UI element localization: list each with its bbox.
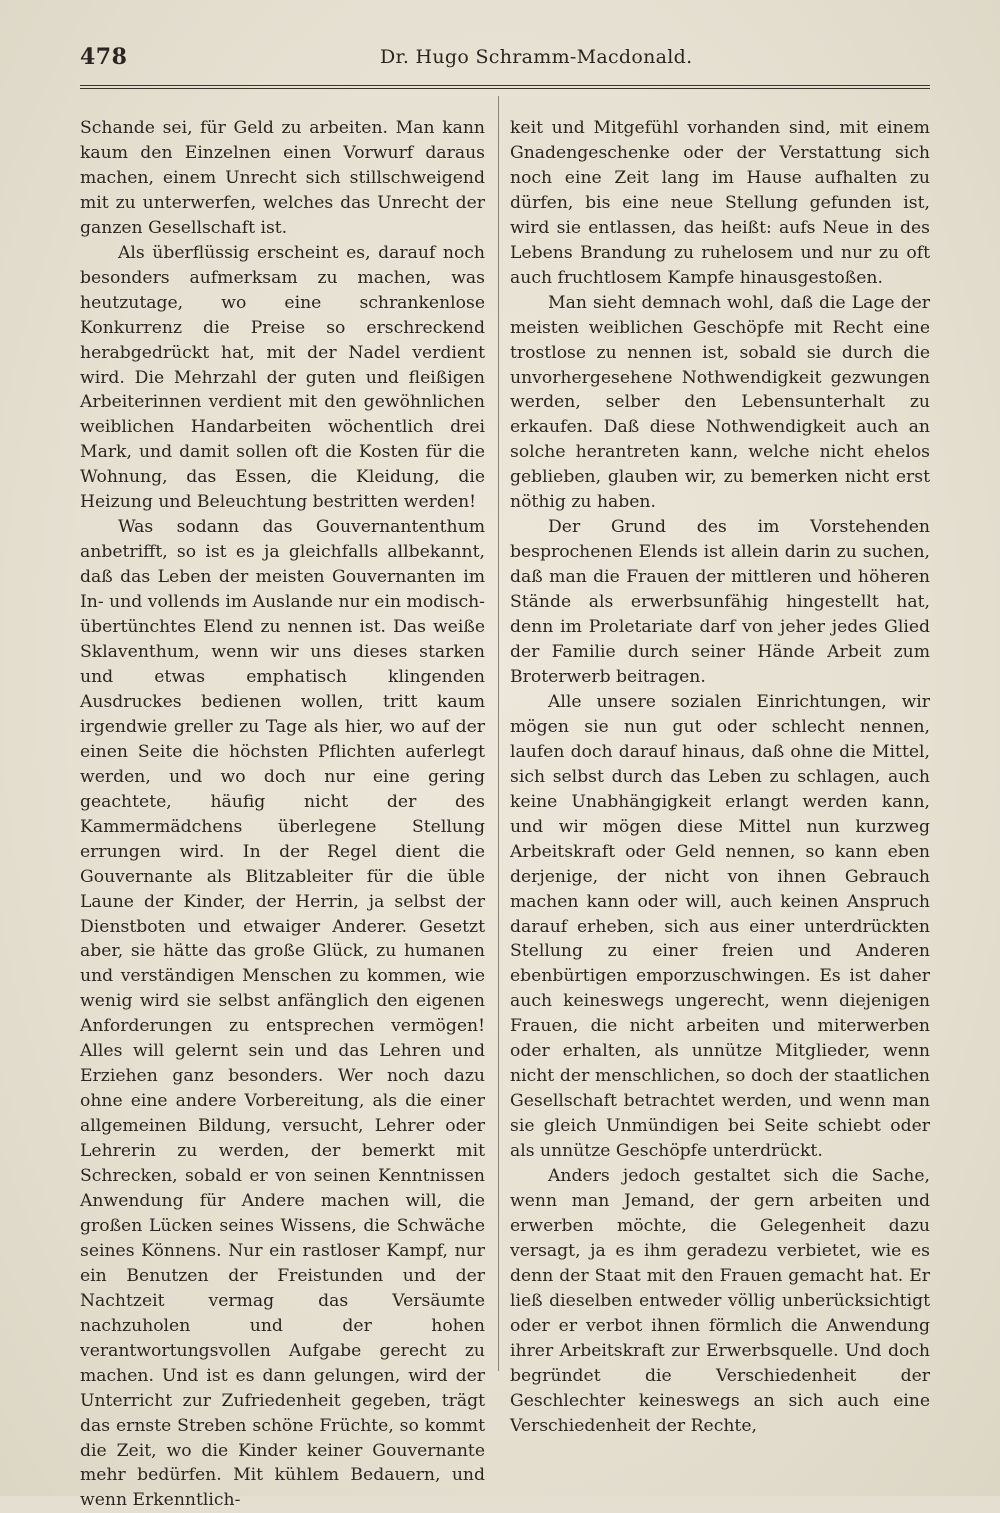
paragraph: Schande sei, für Geld zu arbeiten. Man kann kaum den Einzelnen einen Vorwurf daraus machen, einem Unrecht sich stillschweigend mit zu unterwerfen, welches das Unrecht der ganzen Gesellschaft ist.	[80, 118, 485, 238]
paragraph: keit und Mitgefühl vorhanden sind, mit einem Gnadengeschenke oder der Verstattung sich noch eine Zeit lang im Hause aufhalten zu dürfen, bis eine neue Stellung gefunden ist, wird sie entlassen, das heißt: aufs Neue in des Lebens Brandung zu ruhelosem und nur zu oft auch fruchtlosem Kampfe hinausgestoßen.	[510, 118, 930, 288]
paragraph: Als überflüssig erscheint es, darauf noch besonders aufmerksam zu machen, was heutzutage, wo eine schrankenlose Konkurrenz die Preise so erschreckend herabgedrückt hat, mit der Nadel verdient wird. Die Mehrzahl der guten und fleißigen Arbeiterinnen verdient mit den gewöhnlichen weiblichen Handarbeiten wöchentlich drei Mark, und damit sollen oft die Kosten für die Wohnung, das Essen, die Kleidung, die Heizung und Beleuchtung bestritten werden!	[80, 242, 485, 513]
paragraph: Man sieht demnach wohl, daß die Lage der meisten weiblichen Geschöpfe mit Recht eine trostlose zu nennen ist, sobald sie durch die unvorhergesehene Nothwendigkeit gezwungen werden, selber den Lebensunterhalt zu erkaufen. Daß diese Nothwendigkeit auch an solche herantreten kann, welche nicht ehelos geblieben, glauben wir, zu bemerken nicht erst nöthig zu haben.	[510, 292, 930, 513]
page-number: 478	[80, 44, 128, 70]
page-header	[80, 44, 930, 74]
paragraph: Anders jedoch gestaltet sich die Sache, wenn man Jemand, der gern arbeiten und erwerben möchte, die Gelegenheit dazu versagt, ja es ihm geradezu verbietet, wie es denn der Staat mit den Frauen gemacht hat. Er ließ dieselben entweder völlig unberücksichtigt oder er verbot ihnen förmlich die Anwendung ihrer Arbeitskraft zur Erwerbsquelle. Und doch begründet die Verschiedenheit der Geschlechter keineswegs an sich auch eine Verschiedenheit der Rechte,	[510, 1166, 930, 1436]
left-column	[80, 116, 485, 1513]
paragraph: Was sodann das Gouvernantenthum anbetrifft, so ist es ja gleichfalls allbekannt, daß das Leben der meisten Gouvernanten im In- und vollends im Auslande nur ein modisch-übertünchtes Elend zu nennen ist. Das weiße Sklaventhum, wenn wir uns dieses starken und etwas emphatisch klingenden Ausdruckes bedienen wollen, tritt kaum irgendwie greller zu Tage als hier, wo auf der einen Seite die höchsten Pflichten auferlegt werden, und wo doch nur eine gering geachtete, häufig nicht der des Kammermädchens überlegene Stellung errungen wird. In der Regel dient die Gouvernante als Blitzableiter für die üble Laune der Kinder, der Herrin, ja selbst der Dienstboten und etwaiger Anderer. Gesetzt aber, sie hätte das große Glück, zu humanen und verständigen Menschen zu kommen, wie wenig wird sie selbst anfänglich den eigenen Anforderungen zu entsprechen vermögen! Alles will gelernt sein und das Lehren und Erziehen ganz besonders. Wer noch dazu ohne eine andere Vorbereitung, als die einer allgemeinen Bildung, versucht, Lehrer oder Lehrerin zu werden, der bemerkt mit Schrecken, sobald er von seinen Kenntnissen Anwendung für Andere machen will, die großen Lücken seines Wissens, die Schwäche seines Könnens. Nur ein rastloser Kampf, nur ein Benutzen der Freistunden und der Nachtzeit vermag das Versäumte nachzuholen und der hohen verantwortungsvollen Aufgabe gerecht zu machen. Und ist es dann gelungen, wird der Unterricht zur Zufriedenheit gegeben, trägt das ernste Streben schöne Früchte, so kommt die Zeit, wo die Kinder keiner Gouvernante mehr bedürfen. Mit kühlem Bedauern, und wenn Erkenntlich-	[80, 517, 485, 1511]
right-column	[510, 116, 930, 1439]
header-rule	[80, 85, 930, 89]
paragraph: Der Grund des im Vorstehenden besprochenen Elends ist allein darin zu suchen, daß man die Frauen der mittleren und höheren Stände als erwerbsunfähig hingestellt hat, denn im Proletariate darf von jeher jedes Glied der Familie durch seiner Hände Arbeit zum Broterwerb beitragen.	[510, 517, 930, 687]
column-divider	[498, 96, 499, 1371]
paragraph: Alle unsere sozialen Einrichtungen, wir mögen sie nun gut oder schlecht nennen, laufen doch darauf hinaus, daß ohne die Mittel, sich selbst durch das Leben zu schlagen, auch keine Unabhängigkeit erlangt werden kann, und wir mögen diese Mittel nun kurzweg Arbeitskraft oder Geld nennen, so kann eben derjenige, der nicht von ihnen Gebrauch machen kann oder will, auch keinen Anspruch darauf erheben, sich aus einer unterdrückten Stellung zu einer freien und Anderen ebenbürtigen emporzuschwingen. Es ist daher auch keineswegs ungerecht, wenn diejenigen Frauen, die nicht arbeiten und miterwerben oder erhalten, als unnütze Mitglieder, wenn nicht der menschlichen, so doch der staatlichen Gesellschaft betrachtet werden, und wenn man sie gleich Unmündigen bei Seite schiebt oder als unnütze Geschöpfe unterdrückt.	[510, 691, 930, 1162]
running-head: Dr. Hugo Schramm-Macdonald.	[380, 46, 693, 68]
